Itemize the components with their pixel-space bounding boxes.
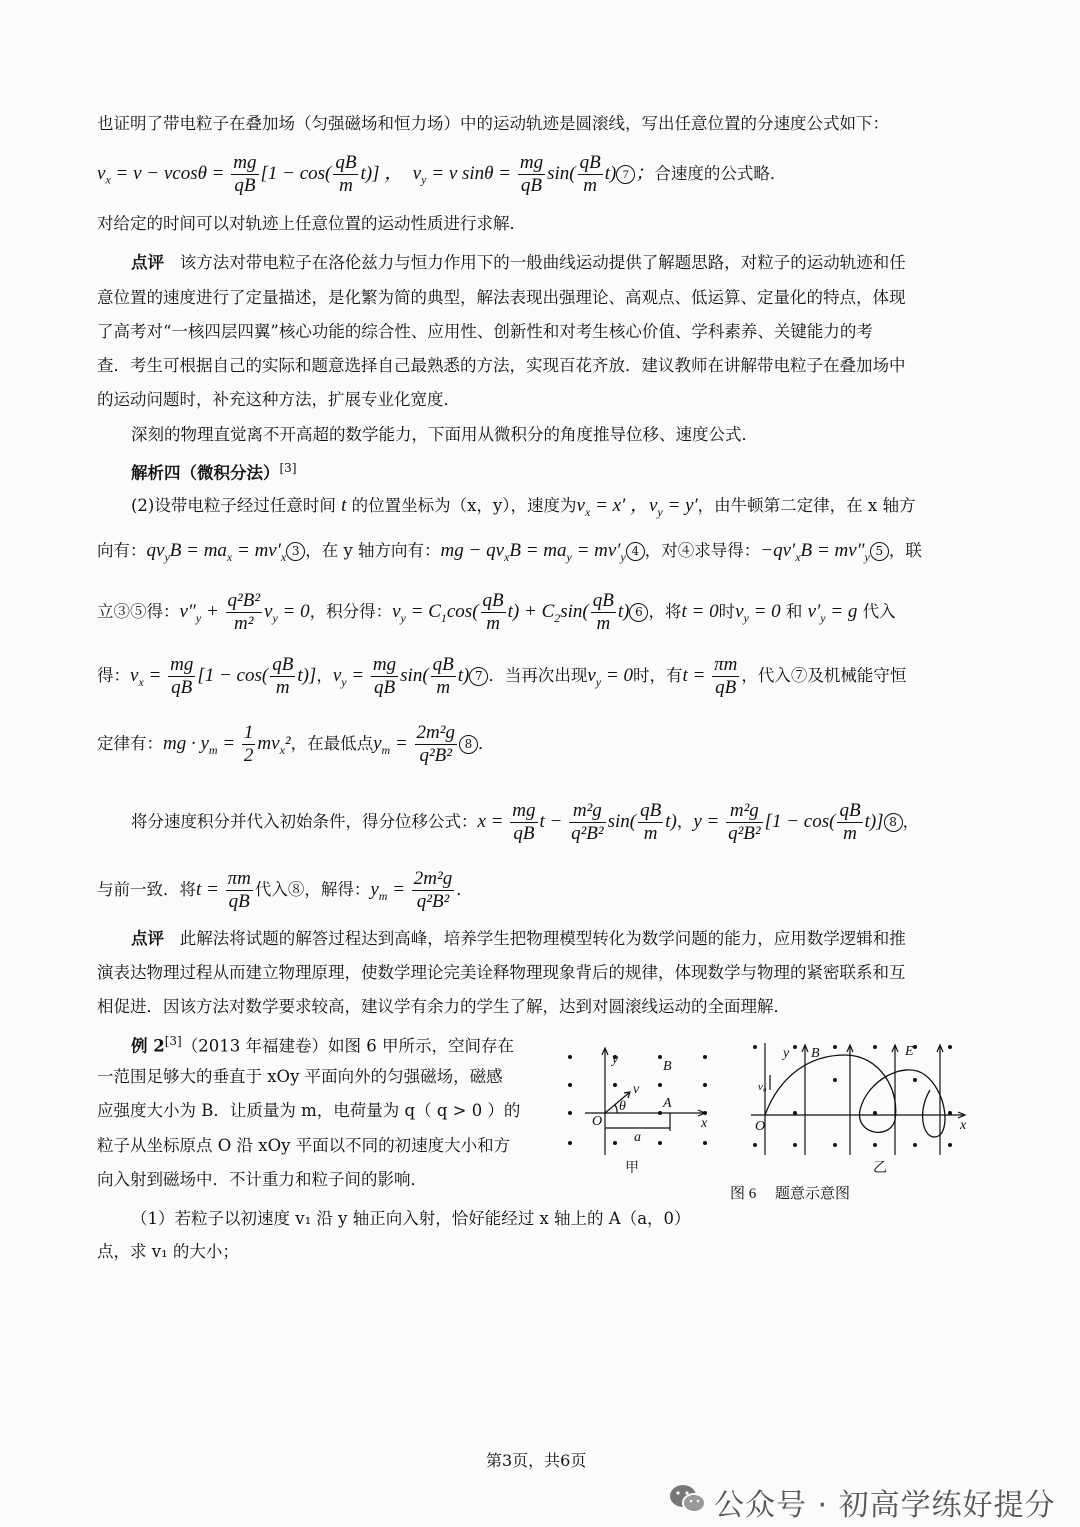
page-number: 第3页，共6页 [486, 1451, 587, 1470]
label-y-left: y [612, 1052, 619, 1067]
label-B-right: B [811, 1046, 820, 1061]
figure-6-caption: 图 6 题意示意图 [730, 1186, 851, 1200]
label-a: a [634, 1130, 641, 1145]
method-4-line-3: 立③⑤得：$v''_y$ + $\frac{\text{q²B²}}{\text{m²}}$ $v_y = 0$，积分得：$v_y = C_1\cos$( $\frac{qB}{m}$ $t) + C_2\sin$( $\frac{qB}{m}$ t) 6 ，将t = 0时$v_y = 0$ 和 $v'_y = g$ 代入 [97, 590, 896, 634]
figure-right-caption: 乙 [873, 1161, 887, 1176]
label-x-right: x [960, 1118, 967, 1133]
label-B-left: B [663, 1059, 672, 1074]
method-4-line-5: 定律有：mg · $y_m$ = $\frac{1}{2}$ $mv_x^2$，在最低点$y_m$ = $\frac{\text{2m²g}}{\text{q²B²}}$ 8 ． [97, 722, 495, 766]
paragraph-calculus-intro: 深刻的物理直觉离不开高超的数学能力，下面用从微积分的角度推导位移、速度公式． [131, 425, 758, 444]
review-1-line-2: 意位置的速度进行了定量描述，是化繁为简的典型，解法表现出强理论、高观点、低运算、定量化的特点，体现 [97, 288, 906, 307]
review-2-line-2: 演表达物理过程从而建立物理原理，使数学理论完美诠释物理现象背后的规律，体现数学与物理的紧密联系和互 [97, 963, 906, 982]
label-A: A [663, 1096, 672, 1111]
velocity-components-equation: $v_x = v - vcos\theta$ = $\frac{mg}{qB}$ [1 − cos( $\frac{qB}{m}$ t)] ， $v_y = v$ sinθ = $\frac{mg}{qB}$ sin( $\frac{qB}{m}$ t) 7 ；合速度的公式略． [97, 152, 787, 196]
label-theta: θ [619, 1099, 626, 1114]
label-O-right: O [755, 1119, 766, 1134]
example-2-line-1: 例 2[3]（2013 年福建卷）如图 6 甲所示，空间存在 [131, 1034, 514, 1056]
review-1-line-3: 了高考对“一核四层四翼”核心功能的综合性、应用性、创新性和对考生核心价值、学科素养、关键能力的考 [97, 322, 873, 341]
review-2-line-1: 点评 此解法将试题的解答过程达到高峰，培养学生把物理模型转化为数学问题的能力，应用数学逻辑和推 [131, 929, 906, 948]
question-1-line-2: 点，求 v₁ 的大小； [97, 1242, 239, 1261]
label-E: E [905, 1044, 914, 1059]
review-label: 点评 [131, 253, 164, 272]
wechat-icon [668, 1482, 708, 1520]
review-1-line-4: 查．考生可根据自己的实际和题意选择自己最熟悉的方法，实现百花齐放．建议教师在讲解带电粒子在叠加场中 [97, 356, 906, 375]
watermark-text: 公众号 · 初高学练好提分 [714, 1488, 1056, 1523]
question-1-line-1: （1）若粒子以初速度 v₁ 沿 y 轴正向入射，恰好能经过 x 轴上的 A（a，0） [131, 1209, 691, 1228]
label-v0: v₀ [758, 1081, 767, 1093]
method-4-line-1: (2)设带电粒子经过任意时间 t 的位置坐标为（x，y），速度为$v_x = x'$ ，$v_y = y'$，由牛顿第二定律，在 x 轴方 [131, 495, 916, 519]
example-2-line-3: 应强度大小为 B．让质量为 m，电荷量为 q（ q > 0 ）的 [97, 1101, 521, 1120]
example-2-line-5: 向入射到磁场中．不计重力和粒子间的影响． [97, 1170, 427, 1189]
figure-6-diagram [555, 1035, 975, 1200]
example-2-line-4: 粒子从坐标原点 O 沿 xOy 平面以不同的初速度大小和方 [97, 1136, 511, 1155]
method-4-line-6: 将分速度积分并代入初始条件，得分位移公式：x = $\frac{mg}{qB}$ t − $\frac{\text{m²g}}{\text{q²B²}}$ sin( $\frac{qB}{m}$ t)，y = $\frac{\text{m²g}}{\text{q²B²}}$ [1 − cos( $\frac{qB}{m}$ t)] 8 ， [131, 800, 920, 844]
figure-left-axes [585, 1048, 705, 1155]
label-O-left: O [592, 1114, 603, 1129]
example-2-line-2: 一范围足够大的垂直于 xOy 平面向外的匀强磁场，磁感 [97, 1067, 503, 1086]
eq-note: 合速度的公式略． [654, 163, 787, 183]
review-1-line-1: 点评 该方法对带电粒子在洛伦兹力与恒力作用下的一般曲线运动提供了解题思路，对粒子的运动轨迹和任 [131, 253, 906, 272]
paragraph-intro: 也证明了带电粒子在叠加场（匀强磁场和恒力场）中的运动轨迹是圆滚线，写出任意位置的分速度公式如下： [97, 114, 889, 133]
method-4-line-4: 得：$v_x$ = $\frac{mg}{qB}$ [1 − cos( $\frac{qB}{m}$ t)]，$v_y$ = $\frac{mg}{qB}$ sin( $\frac{qB}{m}$ t) 7 ．当再次出现$v_y = 0$时，有t = $\frac{\pi m}{qB}$ ，代入⑦及机械能守恒 [97, 654, 907, 698]
method-4-line-2: 向有：$qv_yB = ma_x = mv'_x$ 3 ，在 y 轴方向有：mg − $qv_xB = ma_y = mv'_y$ 4 ，对④求导得：$-qv'_xB = mv''_y$ 5 ，联 [97, 540, 922, 564]
review-1-line-5: 的运动问题时，补充这种方法，扩展专业化宽度． [97, 390, 460, 409]
paragraph-time: 对给定的时间可以对轨迹上任意位置的运动性质进行求解． [97, 214, 526, 233]
label-y-right: y [783, 1046, 790, 1061]
figure-left-caption: 甲 [625, 1161, 639, 1176]
review-2-line-3: 相促进．因该方法对数学要求较高，建议学有余力的学生了解，达到对圆滚线运动的全面理解． [97, 997, 790, 1016]
method-4-title: 解析四（微积分法）[3] [131, 461, 297, 483]
method-4-line-7: 与前一致．将t = $\frac{\pi m}{qB}$ 代入⑧，解得：$y_m$ = $\frac{\text{2m²g}}{\text{q²B²}}$ ． [97, 868, 473, 912]
label-v: v [633, 1082, 640, 1097]
label-x-left: x [701, 1116, 708, 1131]
